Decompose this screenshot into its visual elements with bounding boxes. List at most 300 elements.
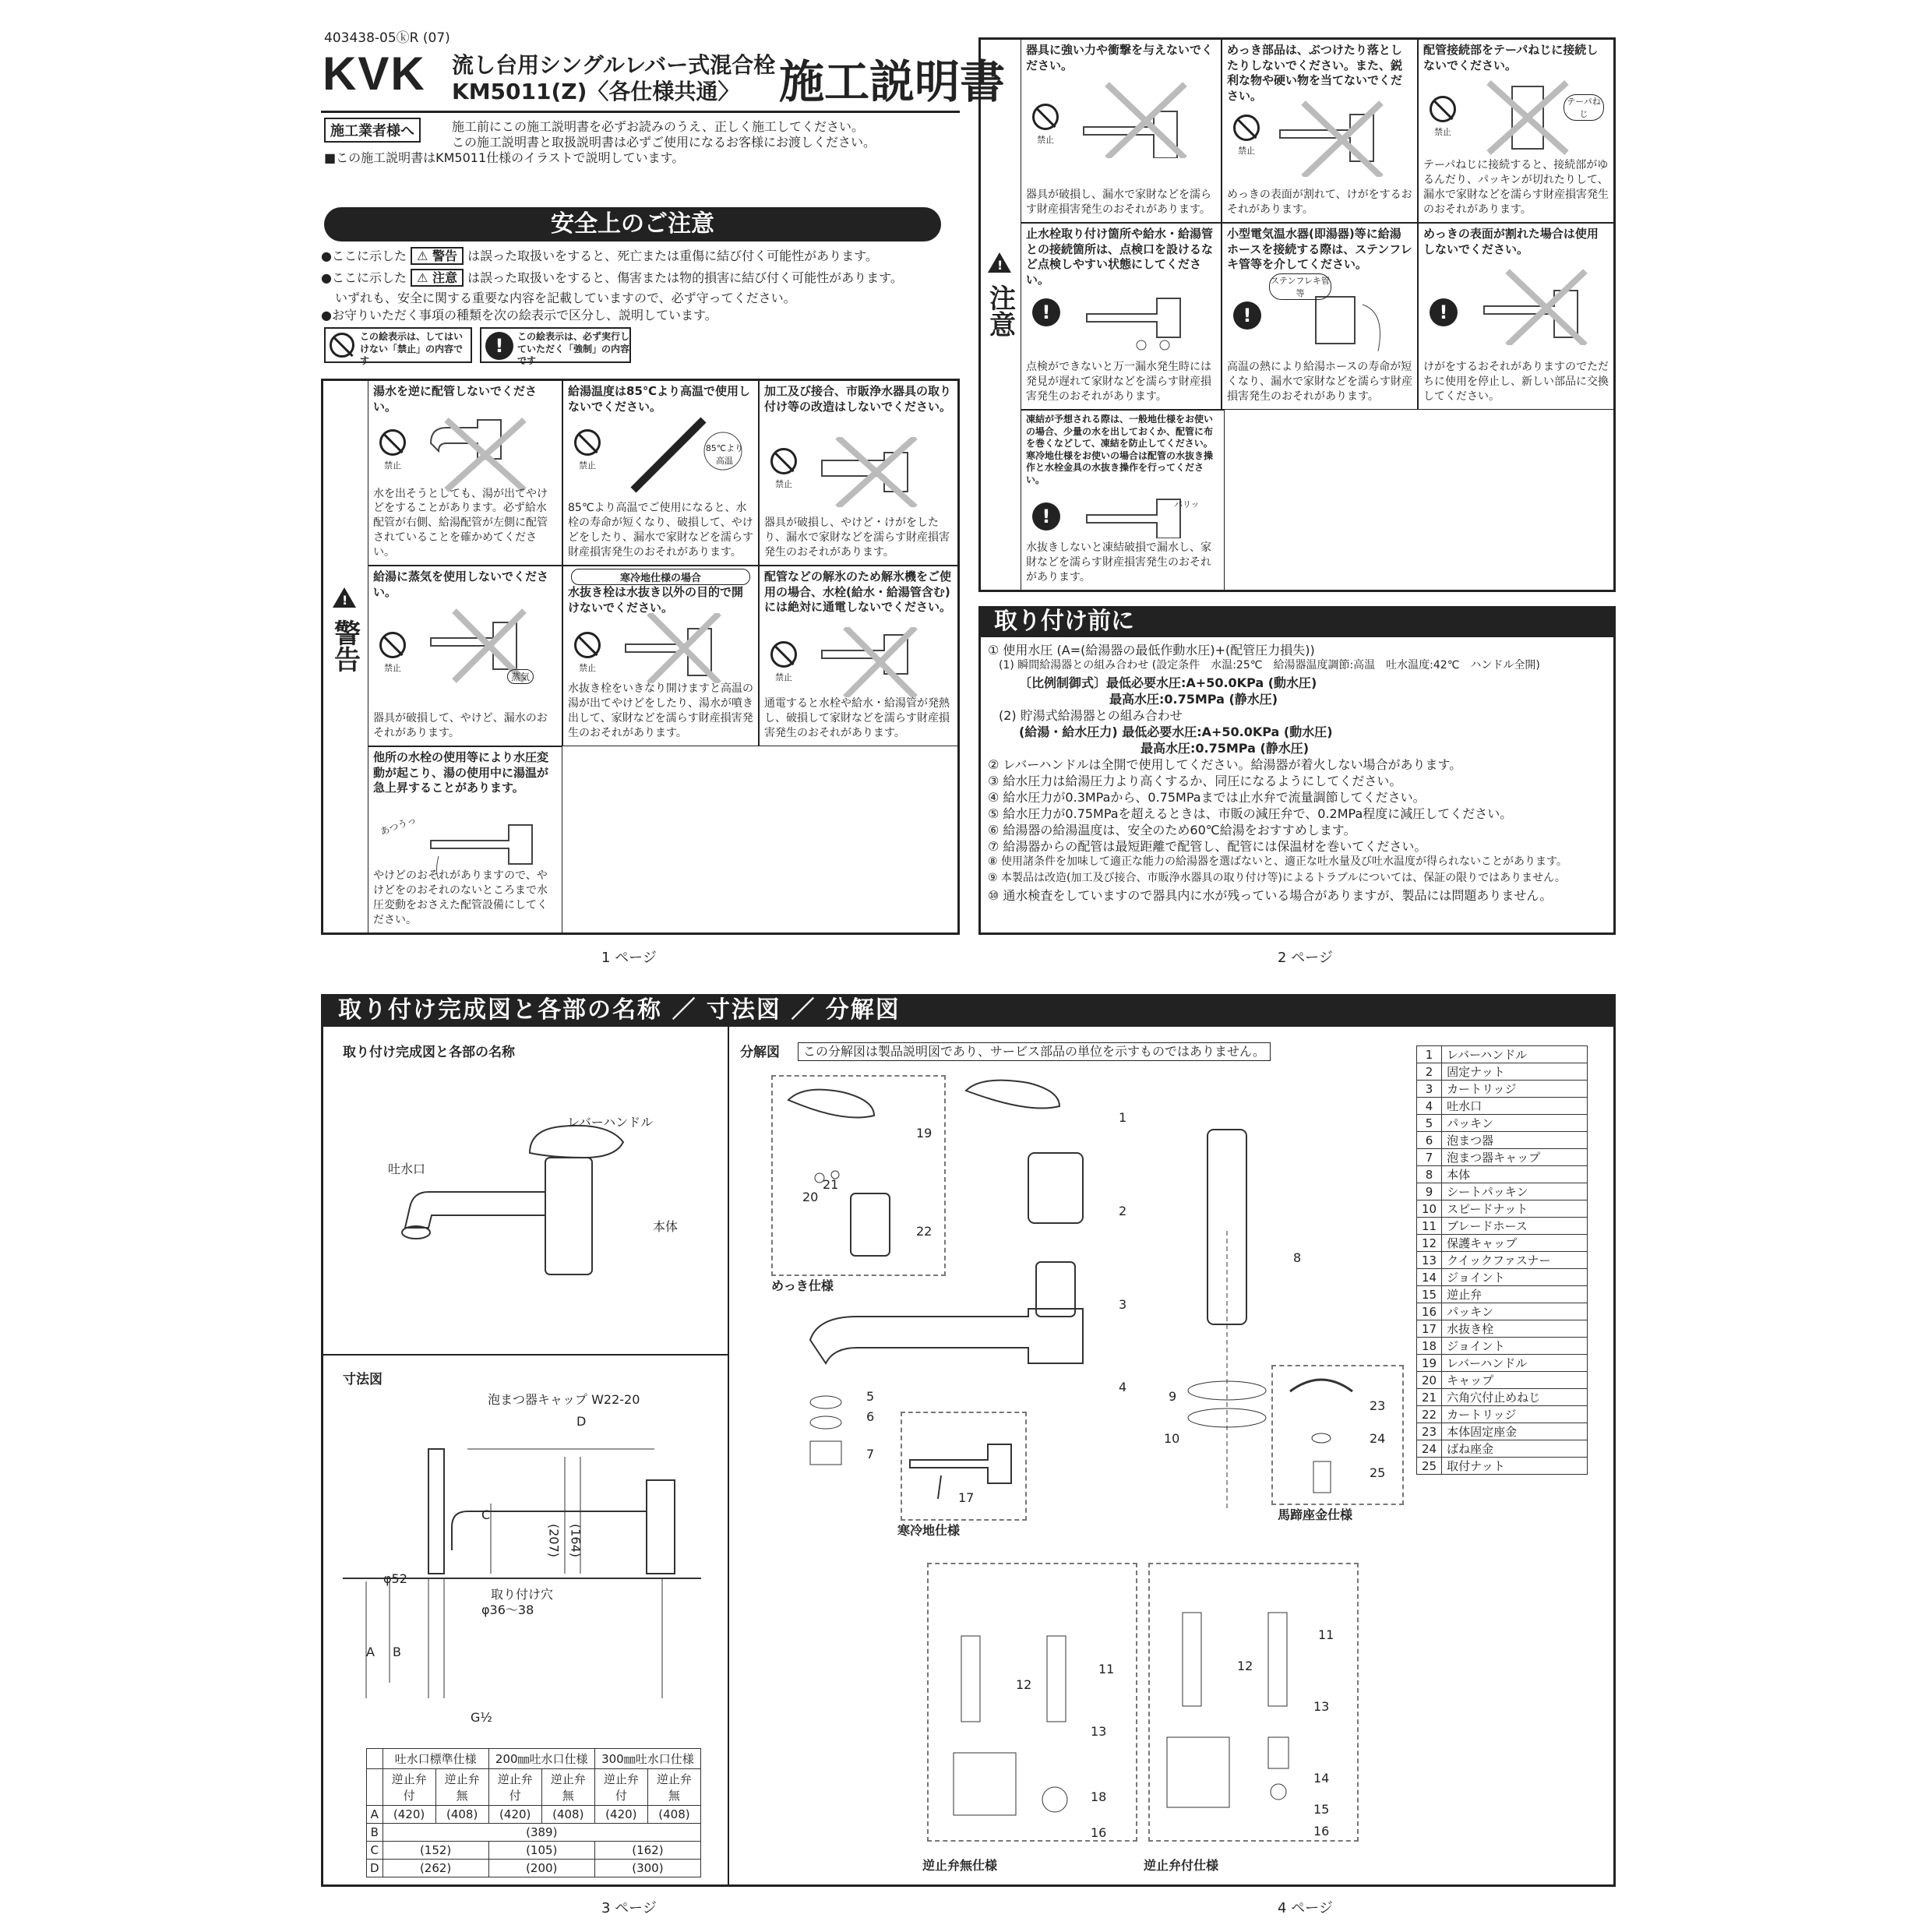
prohibit-icon [379, 632, 406, 658]
safety-line-2-pre: ●ここに示した [321, 270, 407, 285]
prohibit-mark-text: 禁止 [579, 663, 596, 673]
page-number-3: 3 ページ [601, 1900, 657, 1916]
installer-note-1: 施工前にこの施工説明書を必ずお読みのうえ、正しく施工してください。 [452, 119, 864, 134]
warning-3-body: 器具が破損し、やけど・けがをしたり、漏水で家財などを濡らす財産損害発生のおそれがあります。 [764, 516, 950, 559]
part-callout-12: 12 [1016, 1677, 1032, 1692]
part-callout-5: 5 [866, 1389, 875, 1404]
part-name: 泡まつ器キャップ [1442, 1149, 1588, 1166]
part-name: カートリッジ [1442, 1406, 1588, 1423]
warning-card-3 [759, 380, 958, 566]
bi-line-15: ⑨ 本製品は改造(加工及び接合、市販浄水器具の取り付け等)によるトラブルについては、保証の限りではありません。 [988, 872, 1566, 884]
safety-line-2 [321, 270, 903, 287]
parts-list-row [1417, 1063, 1588, 1081]
warning-7-body: やけどのおそれがありますので、やけどをのおそれのないところまで水圧変動をおさえた配管設備にしてください。 [373, 869, 548, 927]
parts-list-row [1417, 1166, 1588, 1183]
part-name: 泡まつ器 [1442, 1132, 1588, 1149]
dim-header-300: 300㎜吐水口仕様 [594, 1749, 700, 1769]
warning-1-head: 湯水を逆に配管しないでください。 [373, 384, 538, 414]
caution-card-4 [1021, 223, 1222, 410]
part-number: 1 [1417, 1046, 1442, 1063]
exploded-main-illustration [795, 1075, 1402, 1620]
before-install-lines [988, 642, 1611, 904]
label-spout: 吐水口 [388, 1162, 426, 1176]
dim-cell: (408) [647, 1806, 700, 1824]
prohibit-icon [770, 448, 797, 474]
warning-5-body: 水抜き栓をいきなり開けますと高温の湯が出てやけどをしたり、湯水が噴き出して、家財などを濡らす財産損害発生のおそれがあります。 [568, 682, 753, 740]
caution-3-body: テーパねじに接続すると、接続部がゆるんだり、パッキンが切れたりして、漏水で家財などを濡らす財産損害発生のおそれがあります。 [1423, 159, 1609, 217]
dimension-diagram [343, 1402, 717, 1729]
doc-code: 403438-05ⓚR (07) [324, 30, 450, 46]
mandatory-icon: ! [485, 332, 513, 360]
part-callout-16: 16 [1091, 1825, 1107, 1840]
prohibit-icon [1032, 104, 1059, 130]
part-number: 4 [1417, 1098, 1442, 1115]
part-callout-1: 1 [1119, 1110, 1127, 1125]
part-callout-2: 2 [1119, 1204, 1127, 1218]
dim-cell: (420) [594, 1806, 647, 1824]
dim-sub: 逆止弁無 [435, 1769, 488, 1806]
warning-2-head: 給湯温度は85℃より高温で使用しないでください。 [568, 384, 751, 414]
dim-header-standard: 吐水口標準仕様 [383, 1749, 488, 1769]
part-number: 3 [1417, 1081, 1442, 1098]
safety-title-bar: 安全上のご注意 [324, 207, 941, 242]
part-callout-9: 9 [1169, 1389, 1177, 1404]
product-name-line2: KM5011(Z)〈各仕様共通〉 [452, 79, 740, 104]
prohibit-mark-text: 禁止 [1434, 127, 1451, 137]
parts-list-row [1417, 1320, 1588, 1338]
warning-7-head: 他所の水栓の使用等により水圧変動が起こり、湯の使用中に湯温が急上昇することがあります。 [373, 750, 549, 795]
parts-list [1416, 1045, 1588, 1475]
part-name: キャップ [1442, 1372, 1588, 1389]
dim-a-label: A [366, 1645, 375, 1659]
warning-4-head: 給湯に蒸気を使用しないでください。 [373, 569, 549, 599]
part-callout-6: 6 [866, 1409, 875, 1424]
dim-hole-label: 取り付け穴 [491, 1587, 554, 1602]
legend-prohibit [324, 327, 472, 367]
caution-5-body: 高温の熱により給湯ホースの寿命が短くなり、漏水で家財などを濡らす財産損害発生のおそれがあります。 [1227, 361, 1412, 404]
warning-card-4 [368, 566, 562, 746]
part-number: 2 [1417, 1063, 1442, 1081]
part-name: 固定ナット [1442, 1063, 1588, 1081]
brand-logo: KVK [323, 48, 426, 100]
part-name: ばね座金 [1442, 1440, 1588, 1458]
dim-cell: (408) [435, 1806, 488, 1824]
part-callout-21: 21 [823, 1177, 839, 1192]
part-number: 23 [1417, 1423, 1442, 1440]
part-number: 8 [1417, 1166, 1442, 1183]
warning-6-head: 配管などの解氷のため解氷機をご使用の場合、水栓(給水・給湯管含む)には絶対に通電しないでください。 [764, 569, 952, 614]
dim-cell: (420) [383, 1806, 435, 1824]
prohibit-icon [770, 641, 797, 668]
part-callout-25: 25 [1370, 1465, 1386, 1480]
part-number: 20 [1417, 1372, 1442, 1389]
exploded-view-title: 分解図 [740, 1045, 780, 1060]
warning-6-body: 通電すると水栓や給水・給湯管が発熱し、破損して家財などを濡らす財産損害発生のおそれがあります。 [764, 697, 950, 740]
part-callout-11b: 11 [1318, 1627, 1334, 1642]
parts-list-row [1417, 1389, 1588, 1406]
dim-cell: (420) [488, 1806, 541, 1824]
safety-line-2-post: は誤った取扱いをすると、傷害または物的損害に結び付く可能性があります。 [467, 270, 903, 285]
impact-illustration [1076, 80, 1208, 158]
dim-cell: (105) [488, 1842, 594, 1860]
warning-5-head: 水抜き栓は水抜き以外の目的で開けないでください。 [568, 585, 744, 615]
warning-triangle-icon: ! [333, 587, 356, 608]
prohibit-icon [1430, 96, 1456, 122]
caution-4-head: 止水栓取り付け箇所や給水・給湯管との接続箇所は、点検口を設けるなど点検しやすい状態にしてください。 [1026, 227, 1214, 287]
warning-4-note: 蒸気 [507, 669, 534, 684]
parts-list-row [1417, 1252, 1588, 1269]
label-lever-handle: レバーハンドル [567, 1115, 654, 1130]
prohibit-mark-text: 禁止 [1037, 135, 1054, 145]
bi-line-2: (1) 瞬間給湯器との組み合わせ (設定条件 水温:25℃ 給湯器温度調節:高温 吐水温度:42℃ ハンドル全開) [999, 659, 1540, 672]
installer-note-2: この施工説明書と取扱説明書は必ずご使用になるお客様にお渡しください。 [452, 135, 876, 150]
part-callout-16b: 16 [1313, 1824, 1330, 1839]
part-number: 18 [1417, 1338, 1442, 1355]
inspection-port-illustration [1079, 283, 1204, 353]
parts-list-row [1417, 1218, 1588, 1235]
warning-card-5 [562, 566, 759, 746]
part-number: 24 [1417, 1440, 1442, 1458]
safety-line-1 [321, 248, 878, 265]
parts-list-row [1417, 1132, 1588, 1149]
part-name: レバーハンドル [1442, 1046, 1588, 1063]
prohibit-mark-text: 禁止 [384, 663, 401, 673]
part-number: 10 [1417, 1200, 1442, 1218]
part-name: シートパッキン [1442, 1183, 1588, 1200]
part-name: 水抜き栓 [1442, 1320, 1588, 1338]
parts-list-row [1417, 1406, 1588, 1423]
check-variant-label: 逆止弁付仕様 [1144, 1858, 1219, 1873]
caution-mark: ⚠ 注意 [411, 269, 464, 287]
cracked-plating-illustration [1476, 267, 1601, 345]
part-name: クイックファスナー [1442, 1252, 1588, 1269]
warning-side-text: 警告 [329, 619, 361, 673]
part-number: 14 [1417, 1269, 1442, 1286]
dim-sub: 逆止弁付 [488, 1769, 541, 1806]
caution-card-7 [1021, 410, 1225, 591]
warning-3-head: 加工及び接合、市販浄水器具の取り付け等の改造はしないでください。 [764, 384, 952, 414]
warning-card-2 [562, 380, 759, 566]
caution-mark-label: 注意 [432, 270, 457, 285]
part-name: 吐水口 [1442, 1098, 1588, 1115]
prohibit-icon [330, 333, 354, 358]
bi-line-13: ⑦ 給湯器からの配管は最短距離で配管し、配管には保温材を巻いてください。 [988, 839, 1427, 854]
warning-mark-label: 警告 [432, 249, 457, 263]
document-title: 施工説明書 [779, 55, 1006, 108]
part-name: ブレードホース [1442, 1218, 1588, 1235]
part-name: 逆止弁 [1442, 1286, 1588, 1303]
caution-card-6 [1418, 223, 1614, 410]
dim-header-200: 200㎜吐水口仕様 [488, 1749, 594, 1769]
prohibit-icon [574, 632, 601, 658]
caution-7-note: パリッ [1174, 499, 1200, 509]
part-callout-18: 18 [1091, 1789, 1107, 1804]
exploded-view-note: この分解図は製品説明図であり、サービス部品の単位を示すものではありません。 [798, 1042, 1271, 1061]
part-callout-20: 20 [802, 1190, 819, 1204]
warning-card-7 [368, 746, 562, 933]
dim-cap-label: 泡まつ器キャップ W22-20 [488, 1392, 640, 1407]
part-callout-14: 14 [1313, 1771, 1330, 1786]
caution-side-label [980, 249, 1019, 337]
bi-line-9: ③ 給水圧力は給湯圧力より高くするか、同圧になるようにしてください。 [988, 774, 1402, 788]
warning-card-1 [368, 380, 562, 566]
dim-row-d [367, 1860, 701, 1877]
parts-list-row [1417, 1200, 1588, 1218]
section2-title: 取り付け完成図と各部の名称 ／ 寸法図 ／ 分解図 [321, 994, 1616, 1027]
bi-line-1: ① 使用水圧 (A=(給湯器の最低作動水圧)+(配管圧力損失)) [988, 643, 1315, 658]
bi-line-3: 〔比例制御式〕最低必要水圧:A+50.0KPa (動水圧) [1019, 675, 1317, 690]
part-name: 取付ナット [1442, 1458, 1588, 1475]
dim-sub: 逆止弁無 [541, 1769, 594, 1806]
dim-207-label: (207) [546, 1524, 562, 1558]
parts-list-row [1417, 1458, 1588, 1475]
plated-variant-label: めっき仕様 [771, 1278, 834, 1293]
part-number: 9 [1417, 1183, 1442, 1200]
thaw-machine-illustration [814, 627, 939, 697]
prohibit-icon [574, 429, 601, 456]
bi-line-10: ④ 給水圧力が0.3MPaから、0.75MPaまでは止水弁で流量調節してください。 [988, 790, 1426, 805]
part-number: 16 [1417, 1303, 1442, 1320]
part-callout-8: 8 [1293, 1250, 1302, 1265]
part-number: 25 [1417, 1458, 1442, 1475]
part-name: レバーハンドル [1442, 1355, 1588, 1372]
part-number: 13 [1417, 1252, 1442, 1269]
part-number: 22 [1417, 1406, 1442, 1423]
dimension-table [366, 1748, 701, 1877]
completed-drawing-title: 取り付け完成図と各部の名称 [343, 1045, 515, 1060]
mandatory-icon: ! [1233, 301, 1261, 330]
warning-2-body: 85℃より高温でご使用になると、水栓の寿命が短くなり、破損して、やけどをしたり、漏水で家財などを濡らす財産損害発生のおそれがあります。 [568, 502, 753, 559]
prohibit-mark-text: 禁止 [384, 460, 401, 471]
caution-1-head: 器具に強い力や衝撃を与えないでください。 [1026, 43, 1214, 72]
no-check-variant-label: 逆止弁無仕様 [922, 1858, 998, 1873]
bi-line-11: ⑤ 給水圧力が0.75MPaを超えるときは、市販の減圧弁で、0.2MPa程度に減圧してください。 [988, 806, 1513, 821]
legend-mandatory-text: この絵表示は、必ず実行していただく「強制」の内容です [517, 331, 630, 367]
dim-row-key: D [367, 1860, 383, 1877]
caution-card-5 [1222, 223, 1418, 410]
dim-phi52-label: φ52 [383, 1571, 407, 1586]
caution-triangle-icon: ! [988, 252, 1011, 273]
warning-5-tag: 寒冷地仕様の場合 [571, 569, 750, 585]
dim-row-key: B [367, 1824, 383, 1842]
part-number: 12 [1417, 1235, 1442, 1252]
bi-line-16: ⑩ 通水検査をしていますので器具内に水が残っている場合がありますが、製品には問題ありません。 [988, 888, 1553, 903]
part-number: 7 [1417, 1149, 1442, 1166]
warning-mark: ⚠ 警告 [411, 247, 464, 265]
parts-list-row [1417, 1286, 1588, 1303]
prohibit-mark-text: 禁止 [775, 479, 792, 489]
cold-variant-label: 寒冷地仕様 [897, 1523, 961, 1538]
parts-list-row [1417, 1081, 1588, 1098]
bi-line-14: ⑧ 使用諸条件を加味して適正な能力の給湯器を選ばないと、適正な吐水量及び吐水温度が得られないことがあります。 [988, 855, 1567, 868]
bi-line-4: 最高水圧:0.75MPa (静水圧) [1109, 692, 1278, 707]
before-install-title: 取り付け前に [978, 606, 1616, 637]
mandatory-icon: ! [1032, 502, 1060, 531]
caution-2-head: めっき部品は、ぶつけたり落としたりしないでください。また、鋭利な物や硬い物を当てないでください。 [1227, 43, 1403, 103]
part-callout-4: 4 [1119, 1380, 1127, 1394]
product-name-line1: 流し台用シングルレバー式混合栓 [452, 52, 776, 78]
part-callout-17: 17 [958, 1490, 975, 1505]
prohibit-mark-text: 禁止 [1238, 146, 1255, 156]
caution-side-text: 注意 [984, 284, 1016, 338]
part-number: 6 [1417, 1132, 1442, 1149]
warning-7-note: あつうっ [379, 814, 418, 837]
warning-1-body: 水を出そうとしても、湯が出てやけどをすることがあります。必ず給水配管が右側、給湯配管が左側に配管されていることを確かめてください。 [373, 487, 548, 559]
parts-list-row [1417, 1098, 1588, 1115]
part-number: 15 [1417, 1286, 1442, 1303]
dim-row-c [367, 1842, 701, 1860]
caution-3-head: 配管接続部をテーパねじに接続しないでください。 [1423, 43, 1599, 72]
drain-plug-illustration [618, 613, 742, 683]
part-name: ジョイント [1442, 1338, 1588, 1355]
bi-line-7: 最高水圧:0.75MPa (静水圧) [1141, 741, 1310, 756]
part-name: パッキン [1442, 1303, 1588, 1320]
caution-6-head: めっきの表面が割れた場合は使用しないでください。 [1423, 227, 1599, 256]
dim-164-label: (164) [568, 1524, 583, 1558]
dim-cell: (200) [488, 1860, 594, 1877]
dim-cell: (300) [594, 1860, 700, 1877]
parts-list-row [1417, 1269, 1588, 1286]
mandatory-icon: ! [1032, 298, 1060, 326]
safety-line-1-pre: ●ここに示した [321, 249, 407, 263]
dim-cell: (152) [383, 1842, 488, 1860]
prohibit-mark-text: 禁止 [775, 672, 792, 682]
safety-line-1-post: は誤った取扱いをすると、死亡または重傷に結び付く可能性があります。 [467, 249, 878, 263]
part-callout-12b: 12 [1237, 1659, 1253, 1673]
dim-d-label: D [576, 1414, 587, 1429]
part-name: 六角穴付止めねじ [1442, 1389, 1588, 1406]
dim-g-label: G½ [471, 1710, 492, 1725]
parts-list-row [1417, 1338, 1588, 1355]
parts-list-row [1417, 1355, 1588, 1372]
part-number: 17 [1417, 1320, 1442, 1338]
dim-cell: (162) [594, 1842, 700, 1860]
section2-divider-v [728, 1027, 729, 1885]
part-callout-3: 3 [1119, 1297, 1127, 1312]
caution-5-note: ステンフレキ管等 [1269, 273, 1331, 300]
part-callout-11: 11 [1098, 1662, 1115, 1676]
parts-list-row [1417, 1115, 1588, 1132]
parts-list-row [1417, 1423, 1588, 1440]
page-number-4: 4 ページ [1278, 1900, 1333, 1916]
warning-card-6 [759, 566, 958, 746]
section2-divider-h [321, 1354, 728, 1356]
parts-list-row [1417, 1372, 1588, 1389]
part-callout-22: 22 [916, 1224, 933, 1239]
faucet-complete-illustration [366, 1106, 693, 1309]
taper-thread-illustration [1481, 79, 1574, 157]
caution-7-body: 水抜きしないと凍結破損で漏水し、家財などを濡らす財産損害発生のおそれがあります。 [1026, 541, 1211, 584]
parts-list-row [1417, 1183, 1588, 1200]
part-callout-19: 19 [916, 1126, 933, 1141]
dim-cell: (408) [541, 1806, 594, 1824]
part-name: 本体固定座金 [1442, 1423, 1588, 1440]
bi-line-8: ② レバーハンドルは全開で使用してください。給湯器が着火しない場合があります。 [988, 757, 1462, 772]
dim-hole-size: φ36〜38 [481, 1602, 534, 1617]
caution-3-note: テーパねじ [1564, 94, 1604, 121]
faucet-modify-illustration [814, 437, 939, 507]
bi-line-6: (給湯・給水圧力) 最低必要水圧:A+50.0KPa (動水圧) [1019, 724, 1333, 739]
plating-illustration [1272, 99, 1405, 177]
page-number-2: 2 ページ [1278, 950, 1333, 966]
dim-cell: (389) [383, 1824, 700, 1842]
installer-badge: 施工業者様へ [324, 118, 421, 143]
part-name: 保護キャップ [1442, 1235, 1588, 1252]
caution-card-3 [1418, 39, 1614, 223]
dim-sub: 逆止弁無 [647, 1769, 700, 1806]
warning-2-note: 85℃より高温 [705, 443, 744, 466]
dim-row-key: A [367, 1806, 383, 1824]
part-callout-15: 15 [1313, 1802, 1330, 1817]
prohibit-mark-text: 禁止 [579, 460, 596, 471]
dim-sub: 逆止弁付 [383, 1769, 435, 1806]
part-number: 11 [1417, 1218, 1442, 1235]
dim-sub-corner [367, 1769, 383, 1806]
part-name: 本体 [1442, 1166, 1588, 1183]
warning-4-body: 器具が破損して、やけど、漏水のおそれがあります。 [373, 712, 548, 740]
legend-prohibit-text: この絵表示は、してはいけない「禁止」の内容です [360, 331, 464, 367]
part-name: カートリッジ [1442, 1081, 1588, 1098]
header-rule [321, 111, 960, 113]
parts-list-row [1417, 1046, 1588, 1063]
part-name: ジョイント [1442, 1269, 1588, 1286]
part-number: 19 [1417, 1355, 1442, 1372]
dim-table-corner [367, 1749, 383, 1769]
dim-row-a [367, 1806, 701, 1824]
part-name: パッキン [1442, 1115, 1588, 1132]
dim-sub: 逆止弁付 [594, 1769, 647, 1806]
prohibit-icon [1233, 115, 1260, 141]
parts-list-row [1417, 1440, 1588, 1458]
caution-7-head: 凍結が予想される際は、一般地仕様をお使いの場合、少量の水を出しておくか、配管に布を巻くなどして、凍結を防止してください。寒冷地仕様をお使いの場合は配管の水抜き操作と水栓金具の水抜き操作を行ってください。 [1026, 414, 1214, 485]
dim-row-b [367, 1824, 701, 1842]
bi-line-12: ⑥ 給湯器の給湯温度は、安全のため60℃給湯をおすすめします。 [988, 823, 1356, 837]
legend-mandatory [480, 327, 631, 367]
illustration-note: ■この施工説明書はKM5011仕様のイラストで説明しています。 [324, 150, 685, 165]
caution-5-head: 小型電気温水器(即湯器)等に給湯ホースを接続する際は、ステンフレキ管等を介してください。 [1227, 227, 1412, 271]
faucet-spray-illustration [423, 412, 548, 498]
part-number: 5 [1417, 1115, 1442, 1132]
parts-list-row [1417, 1149, 1588, 1166]
prohibit-icon [379, 429, 406, 456]
caution-2-body: めっきの表面が割れて、けがをするおそれがあります。 [1227, 189, 1412, 217]
caution-card-1 [1021, 39, 1222, 223]
warning-side-label [323, 584, 366, 672]
caution-card-2 [1222, 39, 1418, 223]
dim-row-key: C [367, 1842, 383, 1860]
horseshoe-variant-label: 馬蹄座金仕様 [1278, 1507, 1353, 1522]
safety-line-3: いずれも、安全に関する重要な内容を記載していますので、必ず守ってください。 [335, 291, 796, 305]
part-callout-7: 7 [866, 1447, 875, 1461]
parts-list-row [1417, 1235, 1588, 1252]
bi-line-5: (2) 貯湯式給湯器との組み合わせ [999, 708, 1183, 723]
part-callout-24: 24 [1370, 1431, 1386, 1446]
part-number: 21 [1417, 1389, 1442, 1406]
part-name: スピードナット [1442, 1200, 1588, 1218]
dim-cell: (262) [383, 1860, 488, 1877]
safety-line-4: ●お守りいただく事項の種類を次の絵表示で区分し、説明しています。 [321, 308, 717, 323]
part-callout-13: 13 [1091, 1724, 1107, 1739]
label-body: 本体 [653, 1219, 679, 1234]
dimension-drawing-title: 寸法図 [343, 1372, 383, 1387]
parts-list-row [1417, 1303, 1588, 1320]
caution-6-body: けがをするおそれがありますのでただちに使用を停止し、新しい部品に交換してください。 [1423, 361, 1609, 404]
caution-4-body: 点検ができないと万一漏水発生時には発見が遅れて家財などを濡らす財産損害発生のおそれがあります。 [1026, 361, 1211, 404]
mandatory-icon: ! [1430, 298, 1458, 326]
part-callout-13b: 13 [1313, 1699, 1330, 1714]
dim-c-label: C [481, 1507, 491, 1522]
caution-1-body: 器具が破損し、漏水で家財などを濡らす財産損害発生のおそれがあります。 [1026, 189, 1211, 217]
